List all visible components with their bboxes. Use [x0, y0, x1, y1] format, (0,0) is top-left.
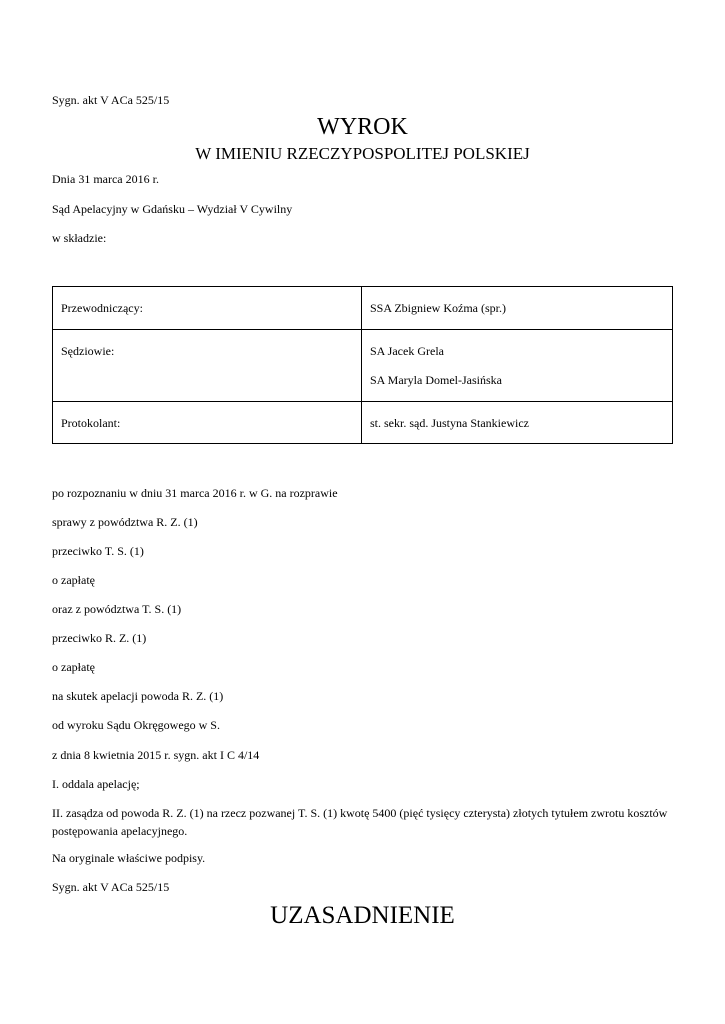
case-reference-repeat: Sygn. akt V ACa 525/15 — [52, 880, 170, 894]
body-line: na skutek apelacji powoda R. Z. (1) — [52, 689, 224, 703]
body-line: o zapłatę — [52, 660, 95, 674]
body-line: od wyroku Sądu Okręgowego w S. — [52, 718, 220, 732]
body-line: z dnia 8 kwietnia 2015 r. sygn. akt I C 4/14 — [52, 748, 260, 762]
bench-row-presiding — [53, 287, 672, 329]
body-line: przeciwko R. Z. (1) — [52, 631, 147, 645]
judgment-date: Dnia 31 marca 2016 r. — [52, 172, 159, 186]
bench-row-clerk — [53, 401, 672, 444]
signatures-note: Na oryginale właściwe podpisy. — [52, 851, 206, 865]
justification-title: UZASADNIENIE — [270, 902, 455, 929]
presiding-value: SSA Zbigniew Koźma (spr.) — [370, 301, 506, 315]
body-line: sprawy z powództwa R. Z. (1) — [52, 515, 198, 529]
body-line: oraz z powództwa T. S. (1) — [52, 602, 182, 616]
judge-name: SA Maryla Domel-Jasińska — [370, 373, 502, 387]
court-name: Sąd Apelacyjny w Gdańsku – Wydział V Cywilny — [52, 202, 293, 216]
clerk-label: Protokolant: — [61, 416, 121, 430]
composition-label: w składzie: — [52, 231, 107, 245]
judgment-title: WYROK — [317, 114, 408, 140]
bench-row-judges — [53, 329, 672, 402]
case-reference: Sygn. akt V ACa 525/15 — [52, 93, 170, 107]
presiding-label: Przewodniczący: — [61, 301, 143, 315]
body-line: po rozpoznaniu w dniu 31 marca 2016 r. w G. na rozprawie — [52, 486, 338, 500]
ruling-point-two: II. zasądza od powoda R. Z. (1) na rzecz pozwanej T. S. (1) kwotę 5400 (pięć tysięcy czterysta) złotych tytułem zwrotu kosztów postępowania apelacyjnego. — [52, 806, 668, 838]
judgment-subtitle: W IMIENIU RZECZYPOSPOLITEJ POLSKIEJ — [195, 144, 530, 163]
judge-name: SA Jacek Grela — [370, 344, 444, 358]
bench-table — [52, 286, 673, 444]
clerk-value: st. sekr. sąd. Justyna Stankiewicz — [370, 416, 529, 430]
ruling-point-one: I. oddala apelację; — [52, 777, 140, 791]
body-line: przeciwko T. S. (1) — [52, 544, 144, 558]
judges-label: Sędziowie: — [61, 344, 115, 358]
body-line: o zapłatę — [52, 573, 95, 587]
